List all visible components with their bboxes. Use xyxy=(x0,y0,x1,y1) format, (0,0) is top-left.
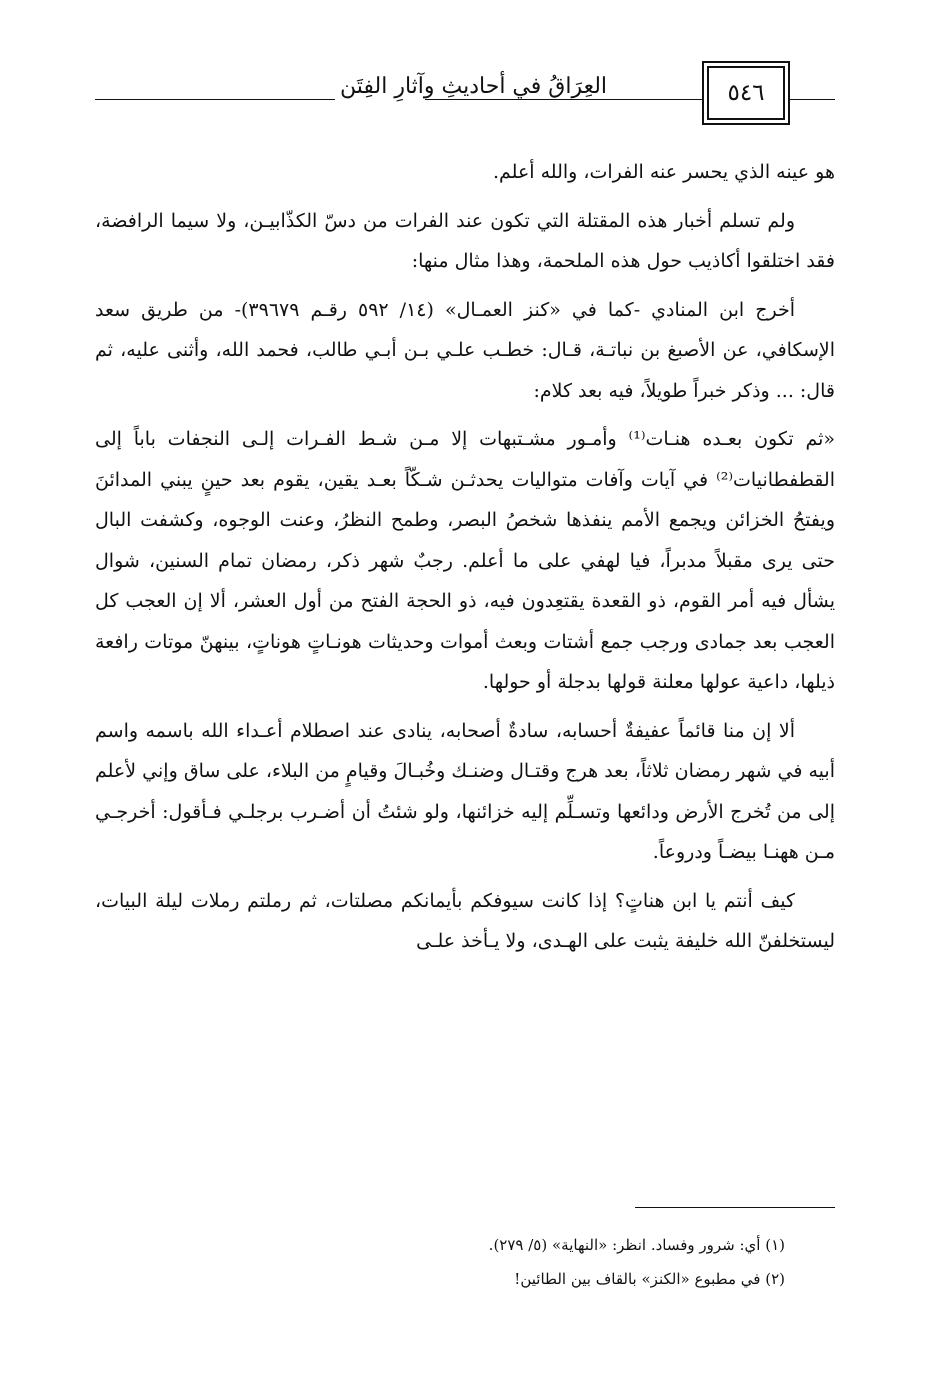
footnote-separator xyxy=(635,1207,835,1208)
paragraph-1: هو عينه الذي يحسر عنه الفرات، والله أعلم. xyxy=(492,161,835,183)
paragraph-6: كيف أنتم يا ابن هناتٍ؟ إذا كانت سيوفكم بأيمانكم مصلتات، ثم رملتم رملات ليلة البيات، ليستخلفنّ الله خليفة يثبت على الهـدى، ولا يـأخذ علـى xyxy=(95,889,835,952)
header-rule-right xyxy=(789,99,835,100)
footnote-2: (٢) في مطبوع «الكنز» بالقاف بين الطائين! xyxy=(514,1270,785,1288)
footnotes xyxy=(95,1228,785,1296)
footnote-1: (١) أي: شرور وفساد. انظر: «النهاية» (٥/ ٢٧٩). xyxy=(488,1236,785,1254)
paragraph-4-quote: «ثم تكون بعـده هنـات⁽¹⁾ وأمـور مشـتبهات إلا مـن شـط الفـرات إلـى النجفات باباً إلى القطفطانيات⁽²⁾ في آيات وآفات متواليات يحدثـن شـكّاً بعـد يقين، يقوم بعد حينٍ يبني المدائنَ ويفتحُ الخزائن ويجمع الأمم ينفذها شخصُ البصر، وطمح النظرُ، وعنت الوجوه، وكشفت البال حتى يرى مقبلاً مدبراً، فيا لهفي على ما أعلم. رجبٌ شهر ذكر، رمضان تمام السنين، شوال يشأل فيه أمر القوم، ذو القعدة يقتعِدون فيه، ذو الحجة الفتح من أول العشر، ألا إن العجب كل العجب بعد جمادى ورجب جمع أشتات وبعث أموات وحديثات هونـاتٍ هوناتٍ، بينهنّ موتات رافعة ذيلها، داعية عولها معلنة قولها بدجلة أو حولها. xyxy=(95,428,836,693)
paragraph-5: ألا إن منا قائماً عفيفةٌ أحسابه، سادةٌ أصحابه، ينادى عند اصطلام أعـداء الله باسمه واسم أبيه في شهر رمضان ثلاثاً، بعد هرج وقتـال وضنـك وخُبـالَ وقيامٍ من البلاء، على ساق وإني لأعلم إلى من تُخرج الأرض ودائعها وتسـلِّم إليه خزائنها، ولو شئتُ أن أضـرب برجلـي فـأقول: أخرجـي مـن ههنـا بيضـاً ودروعاً. xyxy=(95,719,835,863)
running-book-title: العِرَاقُ في أحاديثِ وآثارِ الفِتَن xyxy=(340,74,608,99)
page-number: ٥٤٦ xyxy=(707,66,785,120)
header-rule-left xyxy=(95,99,335,100)
main-text xyxy=(95,152,835,970)
header-rule-middle xyxy=(425,99,707,100)
paragraph-2: ولم تسلم أخبار هذه المقتلة التي تكون عند الفرات من دسّ الكذّابيـن، ولا سيما الرافضة، فقد اختلقوا أكاذيب حول هذه الملحمة، وهذا مثال منها: xyxy=(95,209,835,272)
page-header xyxy=(95,62,835,132)
paragraph-3: أخرج ابن المنادي -كما في «كنز العمـال» (١٤/ ٥٩٢ رقـم ٣٩٦٧٩)- من طريق سعد الإسكافي، عن الأصبغ بن نباتـة، قـال: خطـب علـي بـن أبـي طالب، فحمد الله، وأثنى عليه، ثم قال: ... وذكر خبراً طويلاً، فيه بعد كلام: xyxy=(95,298,835,402)
